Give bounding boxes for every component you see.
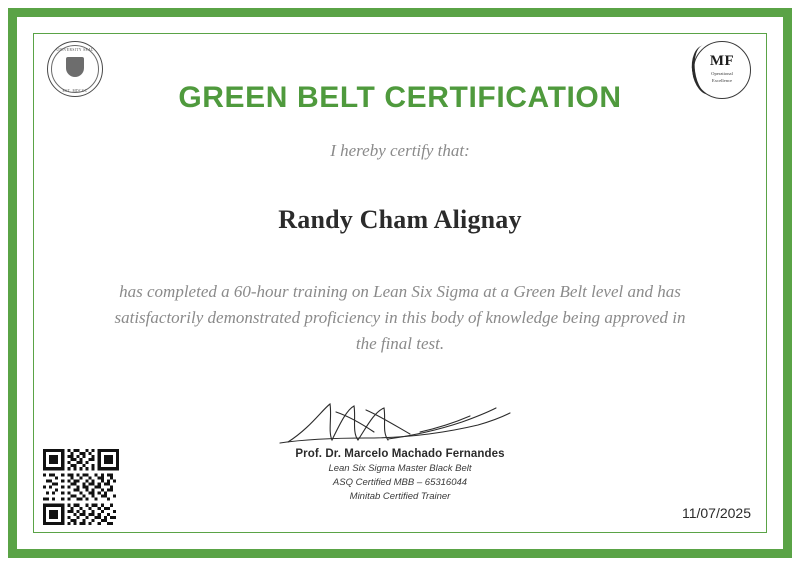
signatory-credential-3: Minitab Certified Trainer (349, 491, 451, 502)
qr-code[interactable] (43, 449, 119, 525)
signature-block (33, 398, 767, 502)
signatory-name: Prof. Dr. Marcelo Machado Fernandes (295, 448, 505, 460)
recipient-name: Randy Cham Alignay (278, 205, 522, 234)
logo-subtitle-line2: Excellence (711, 78, 733, 83)
seal-bottom-text: EST. MDCCC (62, 89, 88, 93)
certify-intro-text: I hereby certify that: (330, 141, 470, 160)
signatory-credential-2: ASQ Certified MBB – 65316044 (332, 477, 468, 488)
issue-date: 11/07/2025 (681, 505, 751, 521)
logo-initials: MF (709, 53, 735, 69)
seal-shield-icon (66, 57, 84, 77)
logo-subtitle-line1: Operational (711, 71, 733, 76)
signatory-credential-1: Lean Six Sigma Master Black Belt (328, 463, 472, 474)
certificate-content (33, 33, 767, 533)
certificate-body-text: has completed a 60-hour training on Lean Six Sigma at a Green Belt level and has satisfactorily demonstrated proficiency in this body of knowledge being approved in the final test. (114, 282, 686, 353)
handwritten-signature-icon (33, 398, 767, 446)
page-title: GREEN BELT CERTIFICATION (178, 81, 622, 114)
seal-top-text: UNIVERSITY SEAL (56, 48, 94, 52)
